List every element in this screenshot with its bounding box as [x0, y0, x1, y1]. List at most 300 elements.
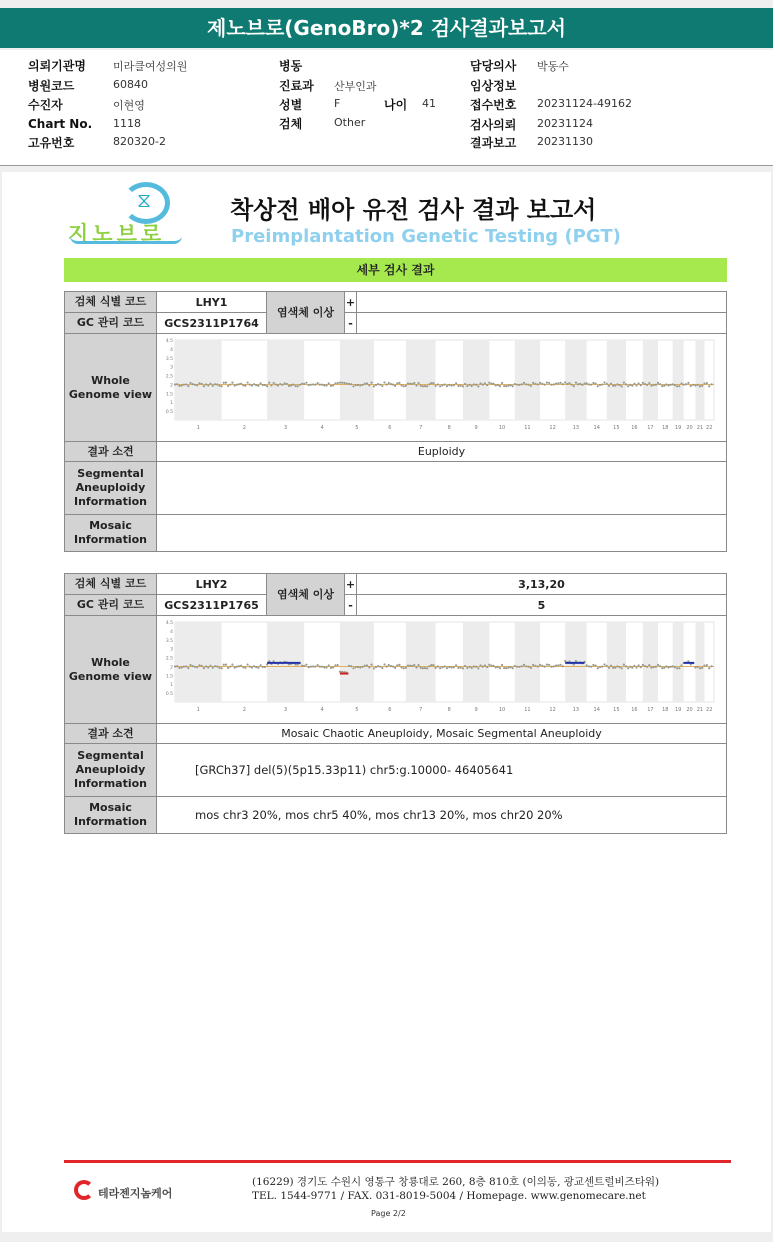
copy-number-point	[178, 385, 180, 387]
copy-number-point	[194, 384, 196, 386]
copy-number-point	[635, 384, 637, 386]
abnormality-label: 염색체 이상	[267, 574, 345, 616]
copy-number-point	[631, 667, 633, 669]
loss-value	[357, 313, 727, 334]
copy-number-point	[560, 664, 562, 666]
hospital-code-value: 60840	[113, 78, 148, 91]
copy-number-point	[223, 382, 225, 384]
x-tick-label: 12	[549, 707, 556, 713]
copy-number-point	[655, 384, 657, 386]
report-title-english: Preimplantation Genetic Testing (PGT)	[231, 226, 621, 247]
copy-number-point	[386, 666, 388, 668]
y-tick-label: 4	[170, 347, 173, 353]
copy-number-point	[209, 665, 211, 667]
copy-number-point	[464, 383, 466, 385]
copy-number-point	[655, 666, 657, 668]
specimen-code-value: LHY2	[157, 574, 267, 595]
copy-number-point	[672, 383, 674, 385]
segmental-label: Segmental Aneuploidy Information	[65, 744, 157, 797]
y-tick-label: 4.5	[165, 621, 173, 626]
copy-number-point	[251, 666, 253, 668]
chromosome-band	[643, 340, 658, 420]
copy-number-point	[575, 381, 577, 383]
copy-number-point	[488, 664, 490, 666]
copy-number-point	[530, 385, 532, 387]
copy-number-point	[699, 385, 701, 387]
copy-number-point	[701, 385, 703, 387]
copy-number-point	[653, 384, 655, 386]
x-tick-label: 21	[696, 707, 704, 713]
gc-code-label: GC 관리 코드	[65, 595, 157, 616]
copy-number-point	[501, 664, 503, 666]
copy-number-point	[240, 383, 242, 385]
copy-number-point	[512, 385, 514, 387]
copy-number-point	[479, 382, 481, 384]
copy-number-point	[650, 667, 652, 669]
chromosome-band	[673, 340, 684, 420]
copy-number-point	[601, 665, 603, 667]
copy-number-point	[477, 385, 479, 387]
company-name: 테라젠지놈케어	[98, 1187, 173, 1200]
copy-number-point	[541, 665, 543, 667]
copy-number-point	[546, 382, 548, 384]
copy-number-point	[400, 666, 402, 668]
copy-number-point	[606, 383, 608, 385]
gc-code-value: GCS2311P1764	[157, 313, 267, 334]
y-tick-label: 1.5	[165, 674, 173, 680]
copy-number-point	[290, 384, 292, 386]
copy-number-point	[286, 383, 288, 385]
copy-number-point	[527, 666, 529, 668]
copy-number-point	[424, 385, 426, 387]
dna-icon: ⧖	[137, 188, 152, 212]
copy-number-point	[642, 664, 644, 666]
copy-number-point	[299, 384, 301, 386]
copy-number-point	[432, 382, 434, 384]
copy-number-point	[405, 667, 407, 669]
department-value: 산부인과	[334, 80, 377, 93]
copy-number-point	[212, 385, 214, 387]
copy-number-point	[185, 383, 187, 385]
copy-number-point	[264, 666, 266, 668]
copy-number-point	[294, 385, 296, 387]
copy-number-point	[475, 666, 477, 668]
copy-number-point	[697, 666, 699, 668]
copy-number-point	[411, 383, 413, 385]
copy-number-point	[383, 663, 385, 665]
copy-number-point	[361, 384, 363, 386]
copy-number-point	[310, 666, 312, 668]
plot-area	[175, 340, 714, 420]
copy-number-point	[238, 665, 240, 667]
copy-number-point	[176, 383, 178, 385]
copy-number-point	[457, 385, 459, 387]
copy-number-point	[187, 667, 189, 669]
copy-number-point	[618, 666, 620, 668]
copy-number-point	[566, 383, 568, 385]
chromosome-band	[406, 622, 436, 702]
copy-number-point	[453, 666, 455, 668]
copy-number-point	[334, 382, 336, 384]
copy-number-point	[255, 666, 257, 668]
institution-label: 의뢰기관명	[28, 59, 86, 73]
copy-number-point	[555, 383, 557, 385]
copy-number-point	[627, 667, 629, 669]
copy-number-point	[555, 665, 557, 667]
specimen-label: 검체	[279, 117, 303, 131]
copy-number-point	[394, 385, 396, 387]
y-tick-label: 3	[170, 647, 173, 653]
copy-number-point	[548, 664, 550, 666]
y-tick-label: 1	[170, 401, 173, 407]
copy-number-point	[332, 384, 334, 386]
copy-number-point	[409, 665, 411, 667]
segmental-value: [GRCh37] del(5)(5p15.33p11) chr5:g.10000- 46405641	[157, 744, 727, 797]
copy-number-point	[694, 666, 696, 668]
mosaic-label: Mosaic Information	[65, 797, 157, 834]
copy-number-point	[699, 667, 701, 669]
copy-number-point	[495, 666, 497, 668]
section-title: 세부 검사 결과	[64, 258, 727, 282]
chromosome-band	[565, 340, 587, 420]
copy-number-point	[308, 384, 310, 386]
copy-number-point	[189, 382, 191, 384]
gc-code-value: GCS2311P1765	[157, 595, 267, 616]
copy-number-point	[648, 382, 650, 384]
copy-number-point	[192, 665, 194, 667]
examinee-label: 수진자	[28, 98, 63, 112]
copy-number-point	[350, 665, 352, 667]
copy-number-point	[495, 384, 497, 386]
copy-number-point	[612, 385, 614, 387]
result-label: 결과 소견	[65, 724, 157, 744]
copy-number-point	[207, 666, 209, 668]
x-tick-label: 22	[706, 707, 713, 713]
age-label: 나이	[384, 98, 408, 112]
footer-divider	[64, 1160, 731, 1163]
segmental-label: Segmental Aneuploidy Information	[65, 462, 157, 515]
plot-area	[175, 622, 714, 702]
copy-number-point	[420, 667, 422, 669]
y-tick-label: 2	[170, 665, 173, 671]
copy-number-point	[249, 666, 251, 668]
copy-number-point	[260, 382, 262, 384]
copy-number-point	[599, 384, 601, 386]
x-tick-label: 16	[631, 425, 638, 431]
copy-number-point	[428, 665, 430, 667]
copy-number-point	[422, 667, 424, 669]
copy-number-point	[667, 666, 669, 668]
copy-number-point	[355, 384, 357, 386]
copy-number-point	[676, 667, 678, 669]
copy-number-point	[251, 384, 253, 386]
chromosome-band	[643, 622, 658, 702]
copy-number-point	[383, 381, 385, 383]
copy-number-point	[238, 383, 240, 385]
copy-number-point	[466, 385, 468, 387]
copy-number-point	[468, 384, 470, 386]
copy-number-point	[339, 382, 341, 384]
copy-number-point	[546, 664, 548, 666]
copy-number-point	[341, 382, 343, 384]
copy-number-point	[627, 385, 629, 387]
copy-number-point	[586, 382, 588, 384]
copy-number-point	[448, 666, 450, 668]
copy-number-point	[212, 667, 214, 669]
chromosome-band	[607, 622, 626, 702]
copy-number-point	[305, 382, 307, 384]
copy-number-point	[562, 383, 564, 385]
copy-number-point	[413, 664, 415, 666]
x-tick-label: 1	[196, 707, 200, 713]
copy-number-point	[473, 665, 475, 667]
y-tick-label: 3.5	[165, 638, 173, 644]
copy-number-point	[692, 384, 694, 386]
copy-number-point	[680, 382, 682, 384]
copy-number-point	[448, 384, 450, 386]
copy-number-point	[366, 664, 368, 666]
copy-number-point	[379, 666, 381, 668]
copy-number-point	[398, 664, 400, 666]
copy-number-point	[218, 667, 220, 669]
copy-number-point	[301, 665, 303, 667]
report-title-korean: 착상전 배아 유전 검사 결과 보고서	[230, 196, 597, 224]
copy-number-point	[659, 665, 661, 667]
copy-number-point	[568, 382, 570, 384]
sex-label: 성별	[279, 98, 303, 112]
chromosome-band	[406, 340, 436, 420]
copy-number-point	[435, 385, 437, 387]
copy-number-point	[460, 385, 462, 387]
copy-number-point	[337, 382, 339, 384]
copy-number-point	[420, 385, 422, 387]
y-tick-label: 3.5	[165, 356, 173, 362]
copy-number-point	[450, 384, 452, 386]
y-tick-label: 2	[170, 383, 173, 389]
request-value: 20231124	[537, 117, 593, 130]
chromosome-band	[463, 622, 489, 702]
copy-number-point	[359, 666, 361, 668]
copy-number-point	[594, 664, 596, 666]
x-tick-label: 14	[593, 707, 600, 713]
copy-number-point	[621, 667, 623, 669]
x-tick-label: 19	[674, 425, 682, 431]
copy-number-point	[426, 385, 428, 387]
copy-number-point	[683, 384, 685, 386]
x-tick-label: 1	[196, 425, 200, 431]
copy-number-point	[379, 384, 381, 386]
copy-number-point	[592, 664, 594, 666]
copy-number-point	[694, 384, 696, 386]
specimen-code-value: LHY1	[157, 292, 267, 313]
copy-number-point	[332, 666, 334, 668]
copy-number-point	[708, 385, 710, 387]
copy-number-point	[260, 664, 262, 666]
copy-number-point	[532, 664, 534, 666]
copy-number-point	[305, 664, 307, 666]
copy-number-point	[430, 664, 432, 666]
hospital-code-label: 병원코드	[28, 79, 75, 93]
copy-number-point	[346, 382, 348, 384]
copy-number-point	[697, 384, 699, 386]
copy-number-point	[492, 665, 494, 667]
copy-number-point	[687, 382, 689, 384]
copy-number-point	[426, 667, 428, 669]
x-tick-label: 22	[706, 425, 713, 431]
copy-number-point	[553, 383, 555, 385]
copy-number-point	[509, 384, 511, 386]
gain-value	[357, 292, 727, 313]
copy-number-point	[507, 667, 509, 669]
doctor-value: 박동수	[537, 60, 569, 73]
copy-number-point	[486, 666, 488, 668]
copy-number-point	[661, 667, 663, 669]
copy-number-point	[301, 383, 303, 385]
copy-number-point	[343, 382, 345, 384]
copy-number-point	[386, 384, 388, 386]
copy-number-point	[665, 665, 667, 667]
x-tick-label: 14	[593, 425, 600, 431]
copy-number-point	[523, 664, 525, 666]
x-tick-label: 8	[447, 425, 451, 431]
copy-number-point	[638, 382, 640, 384]
copy-number-point	[194, 666, 196, 668]
copy-number-point	[614, 667, 616, 669]
copy-number-point	[706, 664, 708, 666]
sample-table-1	[64, 291, 727, 552]
x-tick-label: 21	[696, 425, 704, 431]
result-value: Euploidy	[157, 442, 727, 462]
copy-number-point	[364, 383, 366, 385]
x-tick-label: 6	[388, 425, 392, 431]
x-tick-label: 15	[613, 707, 620, 713]
copy-number-point	[446, 385, 448, 387]
copy-number-point	[669, 666, 671, 668]
segmental-value	[157, 462, 727, 515]
copy-number-point	[273, 382, 275, 384]
copy-number-point	[339, 671, 341, 673]
copy-number-point	[218, 385, 220, 387]
copy-number-point	[234, 667, 236, 669]
copy-number-point	[597, 385, 599, 387]
patient-info-panel	[0, 50, 773, 166]
copy-number-point	[516, 384, 518, 386]
copy-number-point	[661, 385, 663, 387]
y-tick-label: 2.5	[165, 656, 173, 662]
copy-number-point	[328, 382, 330, 384]
x-tick-label: 12	[549, 425, 556, 431]
copy-number-point	[205, 383, 207, 385]
copy-number-point	[557, 664, 559, 666]
copy-number-point	[221, 667, 223, 669]
copy-number-point	[409, 383, 411, 385]
copy-number-point	[646, 666, 648, 668]
copy-number-point	[488, 382, 490, 384]
copy-number-point	[590, 666, 592, 668]
copy-number-point	[553, 665, 555, 667]
copy-number-point	[685, 383, 687, 385]
copy-number-point	[334, 664, 336, 666]
copy-number-point	[292, 384, 294, 386]
copy-number-point	[257, 667, 259, 669]
copy-number-point	[455, 382, 457, 384]
copy-number-point	[398, 382, 400, 384]
copy-number-point	[534, 383, 536, 385]
copy-number-point	[453, 384, 455, 386]
copy-number-point	[316, 382, 318, 384]
y-tick-label: 1.5	[165, 392, 173, 398]
copy-number-point	[253, 665, 255, 667]
whole-genome-label: Whole Genome view	[65, 616, 157, 724]
copy-number-point	[523, 382, 525, 384]
copy-number-point	[288, 385, 290, 387]
request-label: 검사의뢰	[470, 118, 517, 132]
copy-number-point	[667, 384, 669, 386]
copy-number-point	[541, 383, 543, 385]
copy-number-point	[516, 666, 518, 668]
copy-number-point	[377, 665, 379, 667]
copy-number-point	[262, 384, 264, 386]
copy-number-point	[350, 383, 352, 385]
copy-number-point	[270, 384, 272, 386]
x-tick-label: 17	[647, 707, 654, 713]
mosaic-label: Mosaic Information	[65, 515, 157, 552]
copy-number-point	[330, 385, 332, 387]
copy-number-point	[646, 384, 648, 386]
x-tick-label: 3	[284, 707, 288, 713]
copy-number-point	[606, 665, 608, 667]
copy-number-point	[174, 383, 176, 385]
copy-number-point	[325, 384, 327, 386]
copy-number-point	[266, 385, 268, 387]
chromosome-band	[515, 622, 540, 702]
copy-number-point	[657, 664, 659, 666]
x-tick-label: 15	[613, 425, 620, 431]
copy-number-point	[310, 384, 312, 386]
copy-number-point	[359, 384, 361, 386]
copy-number-point	[512, 667, 514, 669]
copy-number-point	[499, 385, 501, 387]
copy-number-point	[255, 384, 257, 386]
copy-number-point	[403, 385, 405, 387]
x-tick-label: 8	[447, 707, 451, 713]
copy-number-point	[319, 666, 321, 668]
copy-number-point	[560, 382, 562, 384]
copy-number-point	[381, 385, 383, 387]
unique-no-value: 820320-2	[113, 135, 166, 148]
copy-number-point	[616, 665, 618, 667]
copy-number-point	[640, 384, 642, 386]
x-tick-label: 5	[355, 425, 359, 431]
gain-sign: +	[345, 292, 357, 313]
copy-number-point	[537, 383, 539, 385]
x-tick-label: 11	[524, 707, 531, 713]
copy-number-point	[196, 384, 198, 386]
copy-number-point	[207, 384, 209, 386]
copy-number-point	[608, 385, 610, 387]
copy-number-point	[571, 384, 573, 386]
copy-number-point	[314, 666, 316, 668]
copy-number-point	[312, 383, 314, 385]
copy-number-point	[312, 665, 314, 667]
copy-number-point	[464, 665, 466, 667]
x-tick-label: 18	[662, 425, 669, 431]
copy-number-point	[205, 665, 207, 667]
copy-number-point	[225, 664, 227, 666]
copy-number-point	[701, 667, 703, 669]
copy-number-point	[198, 664, 200, 666]
copy-number-point	[663, 667, 665, 669]
